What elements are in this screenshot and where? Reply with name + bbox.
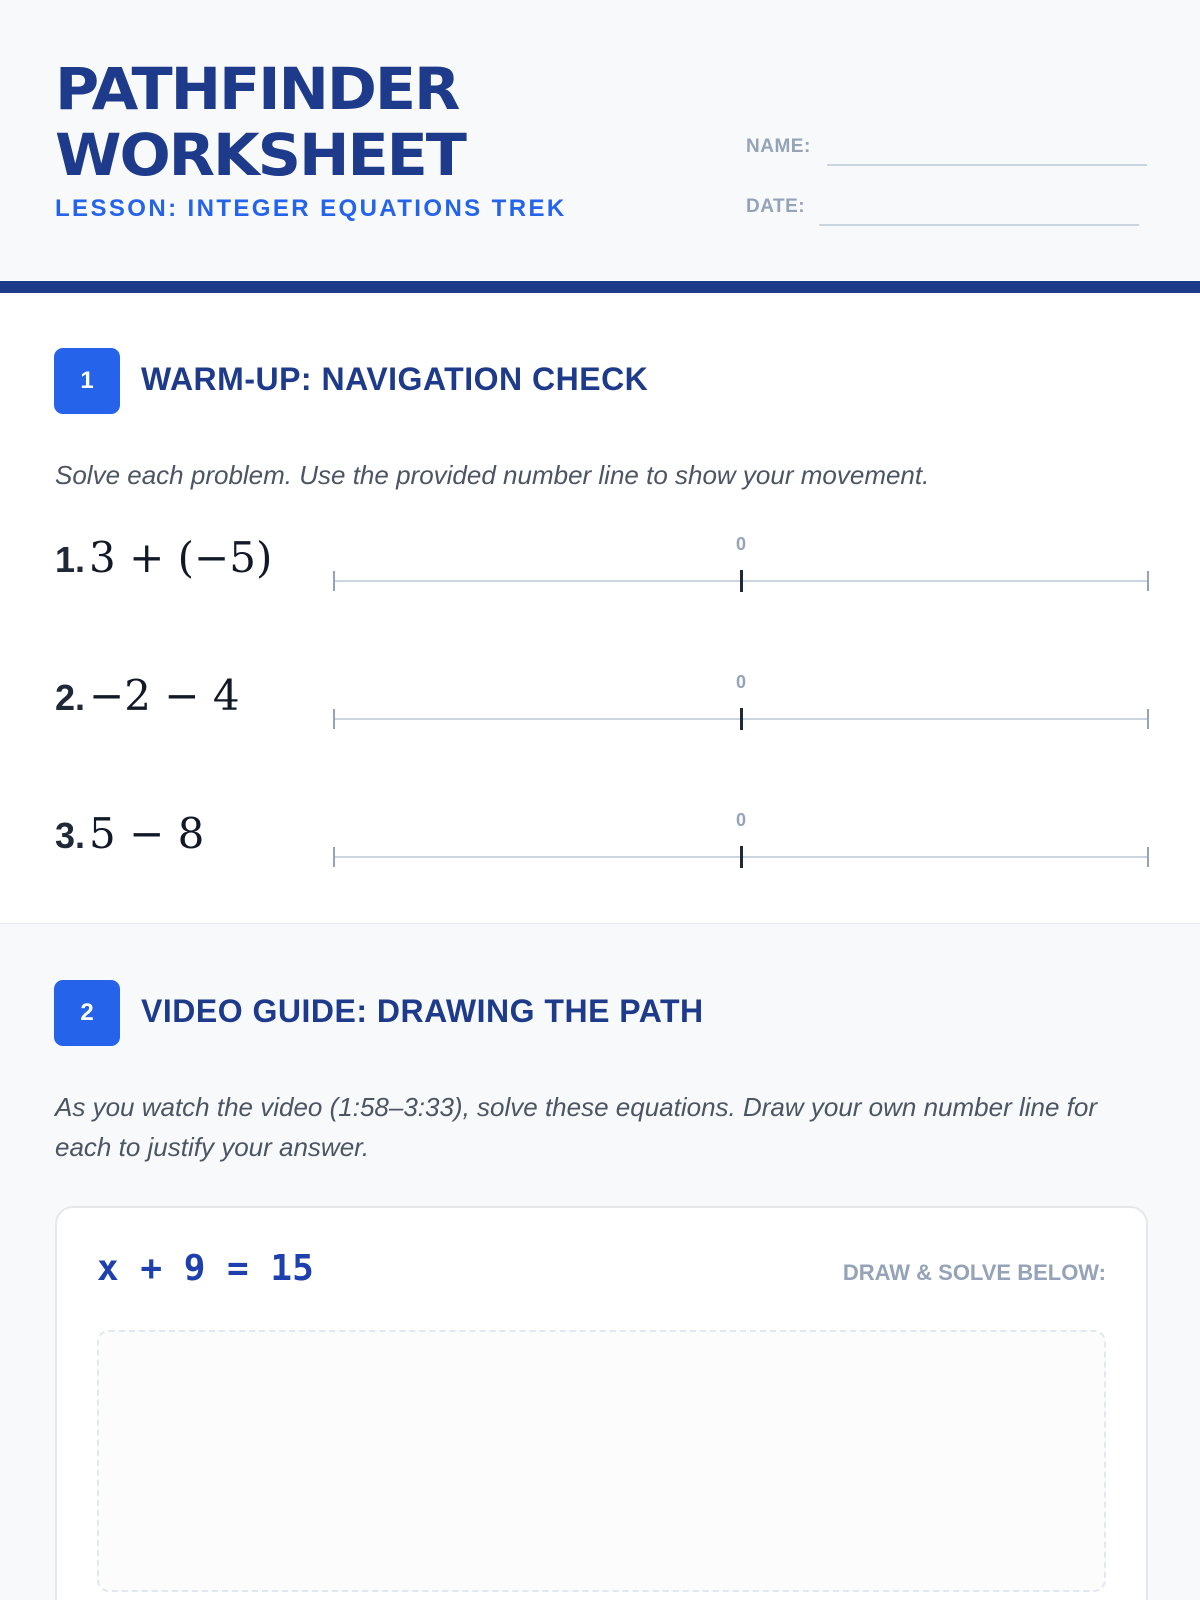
right-end-tick bbox=[1147, 709, 1149, 729]
draw-solve-label: DRAW & SOLVE BELOW: bbox=[842, 1260, 1106, 1285]
problem-number: 2. bbox=[55, 677, 86, 718]
worksheet-title bbox=[55, 56, 465, 188]
right-end-tick bbox=[1147, 571, 1149, 591]
left-end-tick bbox=[333, 847, 335, 867]
section-instructions: Solve each problem. Use the provided number line to show your movement. bbox=[55, 460, 930, 490]
zero-label: 0 bbox=[735, 672, 746, 692]
left-end-tick bbox=[333, 709, 335, 729]
date-field[interactable] bbox=[819, 224, 1139, 226]
problem-3 bbox=[55, 809, 204, 858]
worksheet-header bbox=[0, 0, 1200, 280]
number-line-2[interactable] bbox=[333, 672, 1149, 732]
problem-expression: 3 + (−5) bbox=[89, 533, 273, 582]
section-title: VIDEO GUIDE: DRAWING THE PATH bbox=[141, 993, 704, 1029]
zero-tick bbox=[740, 846, 743, 868]
problem-2 bbox=[55, 671, 240, 720]
section-title: WARM-UP: NAVIGATION CHECK bbox=[141, 361, 649, 397]
problem-expression: −2 − 4 bbox=[89, 671, 240, 720]
section-number-badge: 2 bbox=[54, 980, 120, 1046]
section-number-badge: 1 bbox=[54, 348, 120, 414]
problem-1 bbox=[55, 533, 272, 582]
zero-tick bbox=[740, 570, 743, 592]
number-line-1[interactable] bbox=[333, 534, 1149, 594]
zero-tick bbox=[740, 708, 743, 730]
section-instructions: As you watch the video (1:58–3:33), solve these equations. Draw your own number line for each to justify your answer. bbox=[55, 1092, 1098, 1162]
date-label: DATE: bbox=[746, 196, 806, 217]
equation-text: x + 9 = 15 bbox=[97, 1248, 314, 1289]
title-line-1: PATHFINDER bbox=[55, 55, 459, 123]
section-warm-up bbox=[0, 293, 1200, 923]
problem-expression: 5 − 8 bbox=[89, 809, 205, 858]
lesson-subtitle: LESSON: INTEGER EQUATIONS TREK bbox=[55, 195, 567, 222]
title-line-2: WORKSHEET bbox=[55, 121, 465, 189]
name-label: NAME: bbox=[746, 136, 811, 157]
problem-number: 1. bbox=[55, 539, 86, 580]
right-end-tick bbox=[1147, 847, 1149, 867]
equation-card bbox=[55, 1206, 1148, 1600]
header-divider bbox=[0, 281, 1200, 293]
zero-label: 0 bbox=[735, 810, 746, 830]
name-field[interactable] bbox=[827, 164, 1147, 166]
left-end-tick bbox=[333, 571, 335, 591]
problem-number: 3. bbox=[55, 815, 86, 856]
number-line-3[interactable] bbox=[333, 810, 1149, 870]
drawing-area[interactable] bbox=[97, 1330, 1106, 1592]
zero-label: 0 bbox=[735, 534, 746, 554]
